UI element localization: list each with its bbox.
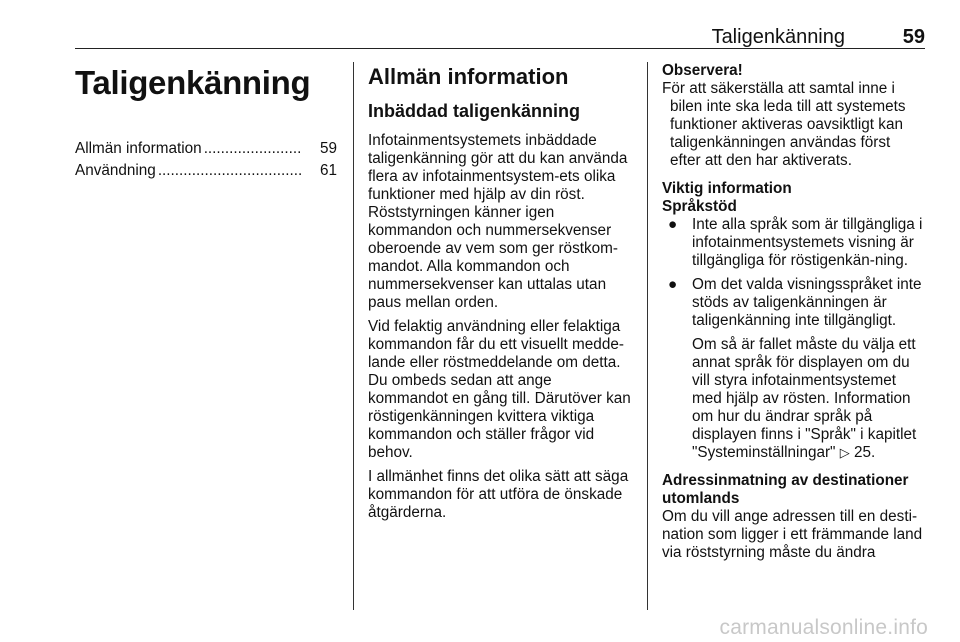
- body-paragraph: Om du vill ange adressen till en desti-nation som ligger i ett främmande land via röststyrning måste du ändra: [662, 508, 923, 561]
- section-heading: Allmän information: [368, 64, 569, 89]
- bullet-list: [662, 216, 926, 462]
- note-line: För att säkerställa att samtal inne i: [662, 80, 895, 97]
- body-paragraph: I allmänhet finns det olika sätt att säga kommandon för att utföra de önskade åtgärderna.: [368, 468, 629, 521]
- bullet-continuation: [662, 336, 926, 462]
- toc-page: 59: [319, 140, 337, 157]
- subsection-title: Språkstöd: [662, 198, 737, 215]
- continuation-text: Om så är fallet måste du välja ett annat språk för displayen om du vill styra infotainmentsystemet med hjälp av rösten. Information om hur du ändrar språk på displayen finns i "Språk" i kapitlet "Systeminställningar": [692, 336, 917, 461]
- note-line: bilen inte ska leda till att systemets: [670, 98, 906, 115]
- bullet-item: [662, 276, 926, 330]
- bullet-item: [662, 216, 926, 270]
- bullet-text: Om det valda visningsspråket inte stöds av taligenkänningen är taligenkänning inte tillgängligt.: [692, 276, 922, 329]
- body-paragraph: Infotainmentsystemets inbäddade taligenkänning gör att du kan använda flera av infotainmentsystem-ets olika funktioner med hjälp av din röst. Röststyrningen känner igen kommandon och nummersekvenser oberoende av vem som ger röstkom-mandot. Alla kommandon och nummersekvenser kan uttalas utan paus mellan orden.: [368, 132, 628, 311]
- cross-reference-page[interactable]: 25.: [849, 444, 876, 461]
- note-line: taligenkänningen användas först: [670, 134, 891, 151]
- page-number: 59: [902, 26, 925, 48]
- toc-entry[interactable]: [75, 140, 337, 162]
- note-title: Observera!: [662, 62, 743, 79]
- bullet-icon: ●: [668, 216, 678, 233]
- page-header: [75, 20, 925, 48]
- chapter-title: Taligenkänning: [75, 64, 311, 101]
- bullet-text: Inte alla språk som är tillgängliga i infotainmentsystemets visning är tillgängliga för röstigenkän-ning.: [692, 216, 923, 269]
- toc-leader-dots: .......................: [203, 140, 302, 157]
- toc-page: 61: [319, 162, 337, 179]
- column-divider-right: [647, 62, 648, 610]
- toc-entry[interactable]: [75, 162, 337, 184]
- body-paragraph: Vid felaktig användning eller felaktiga kommandon får du ett visuellt medde-lande eller röstmeddelande om detta. Du ombeds sedan att ange kommandot en gång till. Därutöver kan röstigenkänningen kvittera viktiga kommandon och ställer frågor vid behov.: [368, 318, 631, 461]
- header-title: Taligenkänning: [711, 26, 845, 48]
- toc-label: Allmän information: [75, 140, 202, 157]
- toc-label: Användning: [75, 162, 156, 179]
- toc-leader-dots: ..................................: [157, 162, 303, 179]
- general-info-column: [368, 62, 632, 528]
- bullet-icon: ●: [668, 276, 678, 293]
- note-line: efter att den har aktiverats.: [670, 152, 852, 169]
- section-title: Viktig information: [662, 180, 792, 197]
- info-column: [662, 62, 926, 562]
- column-divider-left: [353, 62, 354, 610]
- subsection-heading: Inbäddad taligenkänning: [368, 101, 581, 121]
- watermark: carmanualsonline.info: [719, 616, 928, 639]
- toc-column: [75, 62, 337, 184]
- header-rule: [75, 48, 925, 49]
- cross-reference-icon[interactable]: ▷: [839, 445, 850, 460]
- section-title: Adressinmatning av destinationer utomlands: [662, 472, 909, 507]
- note-box: [662, 62, 926, 170]
- note-line: funktioner aktiveras oavsiktligt kan: [670, 116, 903, 133]
